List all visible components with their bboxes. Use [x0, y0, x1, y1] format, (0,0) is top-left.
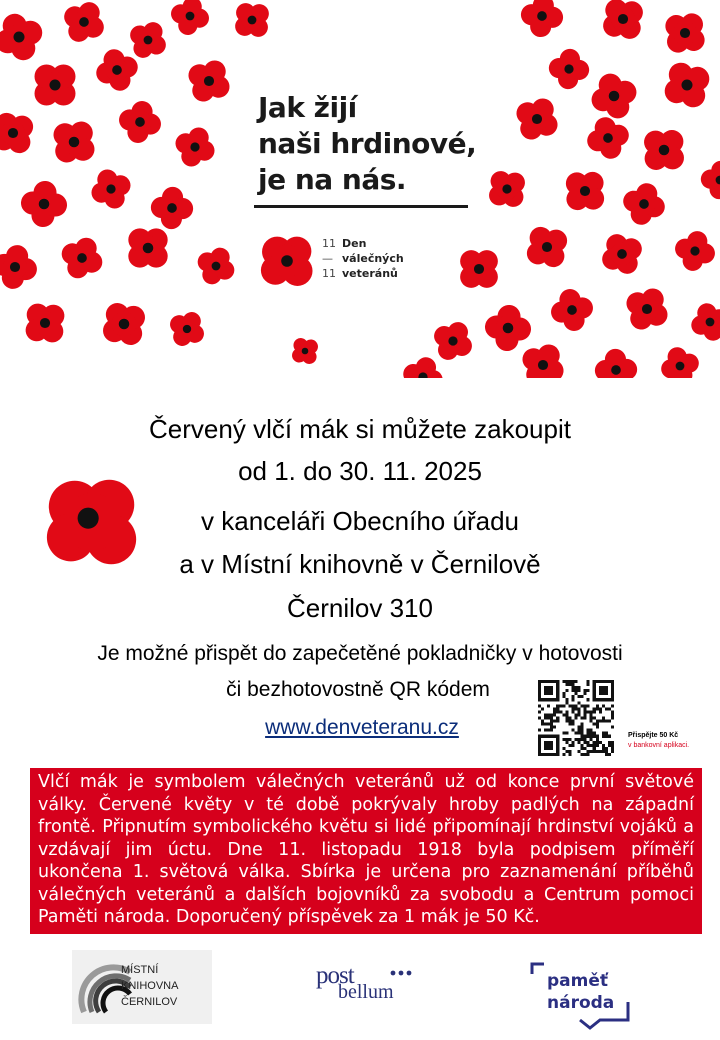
- poppy-icon: [232, 0, 272, 40]
- day-number: 11: [322, 267, 336, 280]
- poppy-icon: [50, 118, 98, 166]
- poppy-icon: [0, 110, 36, 156]
- qr-note-instruction: v bankovní aplikaci.: [628, 742, 690, 749]
- poppy-icon: [514, 96, 560, 142]
- poppy-icon: [186, 58, 232, 104]
- poppy-icon: [640, 126, 688, 174]
- poppy-icon: [100, 300, 148, 348]
- day-logo-text: válečných: [342, 252, 404, 265]
- banner-headline: [258, 90, 476, 198]
- day-logo-text: Den: [342, 237, 367, 250]
- qr-code-icon[interactable]: [538, 680, 614, 756]
- poppy-icon: [60, 236, 104, 280]
- post-bellum-bellum: bellum: [338, 981, 394, 1003]
- poppy-icon: [290, 336, 320, 366]
- poppy-icon: [690, 302, 720, 342]
- poppy-icon: [0, 244, 38, 290]
- info-line: v kanceláři Obecního úřadu: [201, 506, 519, 536]
- contribute-text: či bezhotovostně QR kódem: [226, 678, 490, 701]
- headline-line: je na nás.: [258, 163, 407, 196]
- poppy-icon: [20, 180, 68, 228]
- website-link[interactable]: www.denveteranu.cz: [265, 716, 459, 739]
- poppy-icon: [550, 288, 594, 332]
- poppy-icon: [624, 286, 670, 332]
- poppy-icon: [622, 182, 666, 226]
- poppy-icon: [174, 126, 216, 168]
- poppy-icon: [590, 72, 638, 120]
- qr-note-amount: Přispějte 50 Kč: [628, 732, 679, 739]
- poppy-icon: [0, 12, 44, 62]
- pamet-naroda-line: národa: [547, 993, 615, 1013]
- poppy-icon: [170, 0, 210, 36]
- info-line: od 1. do 30. 11. 2025: [238, 456, 482, 486]
- library-logo-line: MÍSTNÍ: [121, 964, 159, 976]
- poppy-icon: [700, 160, 720, 200]
- poppy-icon: [62, 0, 106, 44]
- poppy-icon: [168, 310, 206, 348]
- poppy-icon: [258, 232, 316, 290]
- poppy-icon: [520, 342, 566, 378]
- library-logo-text: [121, 962, 178, 1010]
- poppy-icon: [486, 168, 528, 210]
- pamet-naroda-logo-text: [547, 970, 614, 1014]
- poppy-icon: [90, 168, 132, 210]
- poppy-icon: [30, 60, 80, 110]
- post-bellum-post: post: [316, 962, 354, 989]
- poppy-icon: [520, 0, 564, 38]
- poppy-icon: [586, 116, 630, 160]
- poppy-icon: [594, 348, 638, 378]
- library-logo-line: ČERNILOV: [121, 996, 178, 1008]
- info-line: Červený vlčí mák si můžete zakoupit: [149, 414, 571, 444]
- poppy-icon: [660, 346, 700, 378]
- pamet-naroda-line: paměť: [547, 971, 609, 991]
- poppy-banner: [0, 0, 720, 378]
- info-line: Černilov 310: [287, 593, 433, 623]
- contribute-text: Je možné přispět do zapečetěné pokladničky v hotovosti: [97, 642, 623, 665]
- poppy-icon: [22, 300, 68, 346]
- veterans-day-logo: [322, 236, 404, 281]
- headline-line: naši hrdinové,: [258, 127, 477, 160]
- poppy-icon: [662, 60, 712, 110]
- post-bellum-dots: [390, 970, 412, 976]
- poppy-icon: [118, 100, 162, 144]
- description-box: [30, 768, 702, 934]
- poppy-icon: [674, 230, 716, 272]
- poppy-icon: [402, 356, 444, 378]
- poppy-icon: [600, 0, 646, 42]
- headline-divider: [254, 205, 468, 208]
- day-logo-text: veteránů: [342, 267, 398, 280]
- poppy-icon: [95, 48, 139, 92]
- poppy-icon: [600, 232, 644, 276]
- poppy-icon: [662, 10, 708, 56]
- day-number: 11: [322, 237, 336, 250]
- qr-note: [628, 731, 689, 751]
- info-line: a v Místní knihovně v Černilově: [179, 549, 541, 579]
- day-dash: —: [322, 252, 333, 265]
- poppy-icon: [196, 246, 236, 286]
- description-text: Vlčí mák je symbolem válečných veteránů už od konce první světové války. Červené květy v té době pokrývaly hroby padlých na západní frontě. Připnutím symbolického květu si lidé připomínají hrdinství vojáků a vzdávají jim úctu. Dne 11. listopadu 1918 byla podpisem příměří ukončena 1. světová válka. Sbírka je určena pro zaznamenání příběhů válečných veteránů a dalších bojovníků za svobodu a Centrum pomoci Paměti národa. Doporučený příspěvek za 1 mák je 50 Kč.: [38, 772, 694, 927]
- poppy-icon: [124, 224, 172, 272]
- headline-line: Jak žijí: [258, 91, 357, 124]
- poppy-icon: [524, 224, 570, 270]
- library-logo-line: KNIHOVNA: [121, 980, 179, 992]
- poppy-icon: [562, 168, 608, 214]
- poppy-icon: [456, 246, 502, 292]
- poppy-icon: [548, 48, 590, 90]
